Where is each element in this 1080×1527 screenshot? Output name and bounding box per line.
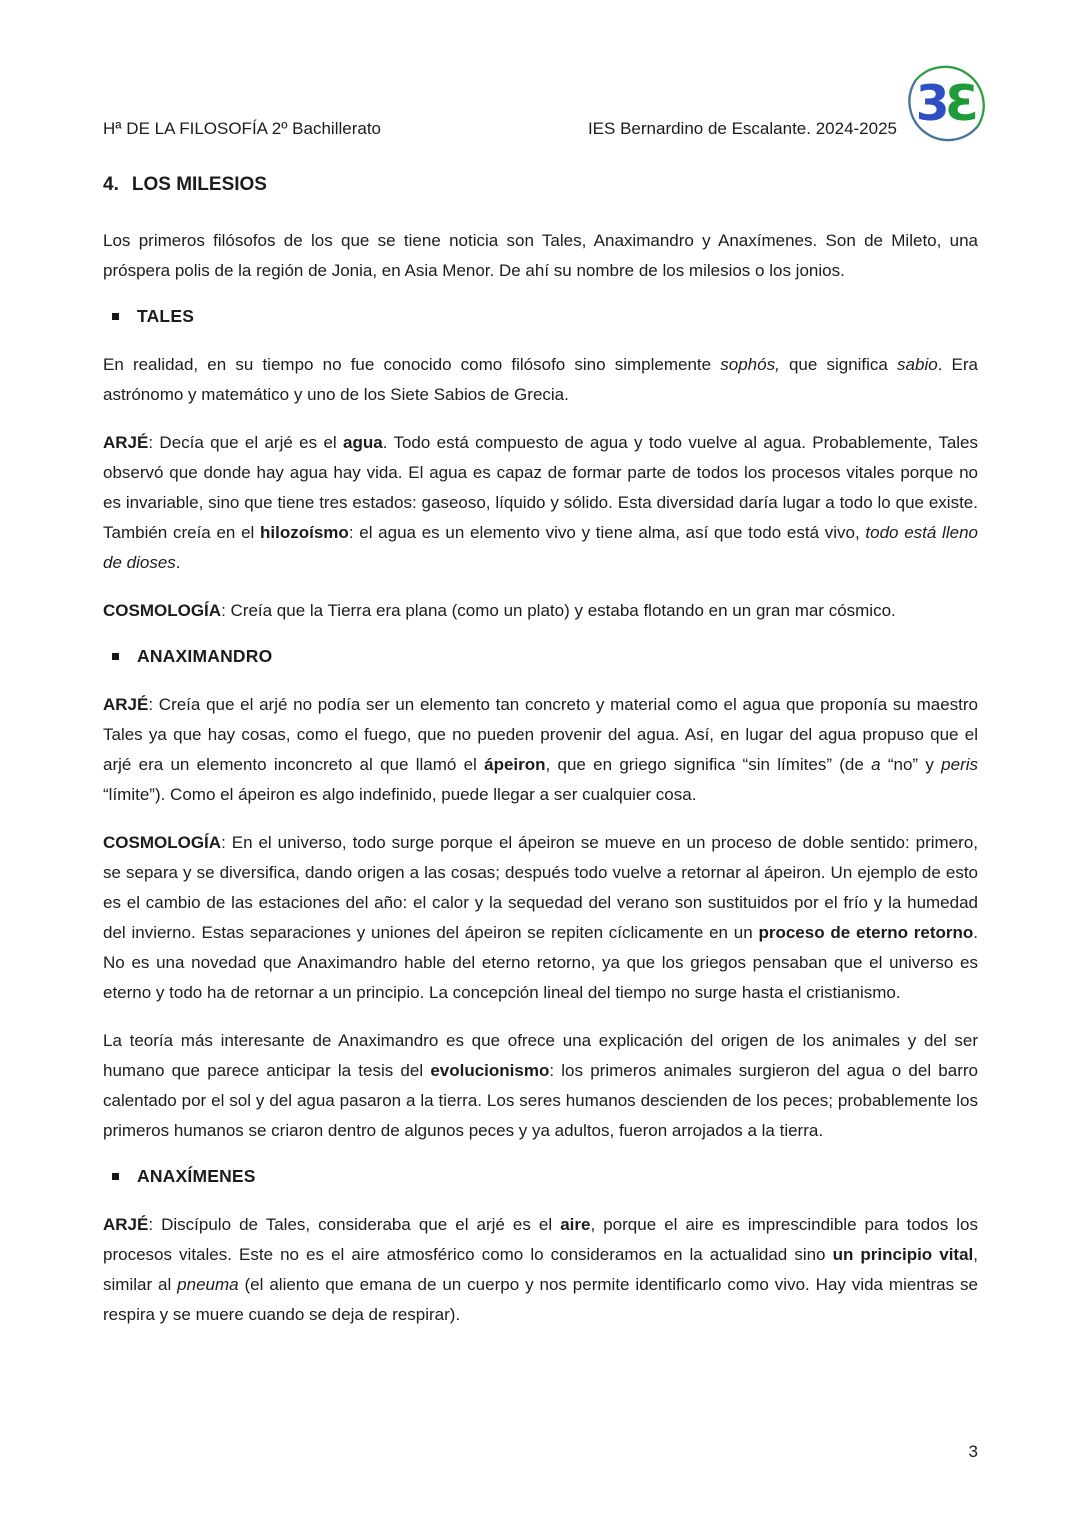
- paragraph: [103, 1026, 978, 1146]
- text-run: . Todo está compuesto de agua y todo vuelve al agua. Probablemente, Tales observó que donde hay agua hay vida. El agua es capaz de formar parte de todos los procesos vitales porque no es invariable, sino que tiene tres estados: gaseoso, líquido y sólido. Esta diversidad daría lugar a todo lo que existe. También creía en el: [103, 433, 978, 542]
- square-bullet-icon: [112, 653, 119, 660]
- text-run: “límite”). Como el ápeiron es algo indefinido, puede llegar a ser cualquier cosa.: [103, 785, 697, 804]
- square-bullet-icon: [112, 1173, 119, 1180]
- text-run-b: COSMOLOGÍA: [103, 601, 222, 620]
- text-run: (el aliento que emana de un cuerpo y nos permite identificarlo como vivo. Hay vida mientras se respira y se muere cuando se deja de respirar).: [103, 1275, 978, 1324]
- paragraph: [103, 226, 978, 286]
- text-run: . Era astrónomo y matemático y uno de los Siete Sabios de Grecia.: [103, 355, 979, 404]
- text-run-b: ARJÉ: [103, 1215, 149, 1234]
- text-run: “no” y: [880, 755, 942, 774]
- text-run: , porque el aire es imprescindible para todos los procesos vitales. Este no es el aire atmosférico como lo consideramos en la actualidad sino: [103, 1215, 978, 1264]
- text-run: : el agua es un elemento vivo y tiene alma, así que todo está vivo,: [348, 523, 866, 542]
- school-logo-icon: [902, 58, 992, 148]
- text-run: En realidad, en su tiempo no fue conocido como filósofo sino simplemente: [103, 355, 721, 374]
- svg-text:3: 3: [944, 76, 979, 133]
- text-run-i: todo está lleno de dioses: [103, 523, 978, 572]
- bullet-heading-label: ANAXÍMENES: [137, 1166, 256, 1186]
- page-header: [103, 118, 897, 140]
- text-run-b: ápeiron: [484, 755, 546, 774]
- text-run: , similar al: [103, 1245, 978, 1294]
- text-run: . No es una novedad que Anaximandro hable del eterno retorno, ya que los griegos pensaban que el universo es eterno y todo ha de retornar a un principio. La concepción lineal del tiempo no surge hasta el cristianismo.: [103, 923, 978, 1002]
- bullet-heading-label: ANAXIMANDRO: [137, 646, 273, 666]
- text-run: : Creía que la Tierra era plana (como un plato) y estaba flotando en un gran mar cósmico.: [221, 601, 896, 620]
- text-run-i: pneuma: [177, 1275, 239, 1294]
- text-run-b: agua: [343, 433, 383, 452]
- paragraph: [103, 350, 978, 410]
- text-run-i: sophós,: [720, 355, 780, 374]
- text-run-i: a: [871, 755, 881, 774]
- bullet-heading: [103, 304, 978, 328]
- text-run: Los primeros filósofos de los que se tiene noticia son Tales, Anaximandro y Anaxímenes. Son de Mileto, una próspera polis de la región de Jonia, en Asia Menor. De ahí su nombre de los milesios o los jonios.: [103, 231, 978, 280]
- text-run: .: [175, 553, 181, 572]
- text-run: : En el universo, todo surge porque el ápeiron se mueve en un proceso de doble sentido: primero, se separa y se diversifica, dando origen a las cosas; después todo vuelve a retornar al ápeiron. Un ejemplo de esto es el cambio de las estaciones del año: el calor y la sequedad del verano son sustituidos por el frío y la humedad del invierno. Estas separaciones y uniones del ápeiron se repiten cíclicamente en un: [103, 833, 978, 942]
- paragraph: [103, 828, 978, 1008]
- text-run-b: ARJÉ: [103, 695, 149, 714]
- paragraph: [103, 596, 978, 626]
- paragraph: [103, 1210, 978, 1330]
- square-bullet-icon: [112, 313, 119, 320]
- bullet-heading-label: TALES: [137, 306, 195, 326]
- section-number: 4.: [103, 174, 119, 195]
- document-content: [103, 172, 978, 1348]
- text-run: : Creía que el arjé no podía ser un elemento tan concreto y material como el agua que proponía su maestro Tales ya que hay cosas, como el fuego, que no pueden provenir del agua. Así, en lugar del agua propuso que el arjé era un elemento inconcreto al que llamó el: [103, 695, 978, 774]
- text-run-b: evolucionismo: [430, 1061, 550, 1080]
- text-run: que significa: [779, 355, 898, 374]
- header-school-year: IES Bernardino de Escalante. 2024-2025: [587, 119, 897, 138]
- text-run-i: sabio: [897, 355, 938, 374]
- text-run-b: ARJÉ: [103, 433, 149, 452]
- svg-text:3: 3: [915, 76, 950, 133]
- text-run-b: proceso de eterno retorno: [758, 923, 974, 942]
- text-run: : Decía que el arjé es el: [148, 433, 344, 452]
- paragraph: [103, 428, 978, 578]
- paragraph: [103, 690, 978, 810]
- section-title: [103, 172, 978, 198]
- header-course-title: Hª DE LA FILOSOFÍA 2º Bachillerato: [103, 119, 382, 138]
- text-run: : Discípulo de Tales, consideraba que el arjé es el: [148, 1215, 561, 1234]
- bullet-heading: [103, 1164, 978, 1188]
- text-run-b: un principio vital: [832, 1245, 974, 1264]
- text-run: , que en griego significa “sin límites” (de: [545, 755, 872, 774]
- text-run-b: hilozoísmo: [260, 523, 349, 542]
- text-run: : los primeros animales surgieron del agua o del barro calentado por el sol y del agua pasaron a la tierra. Los seres humanos descienden de los peces; probablemente los primeros humanos se criaron dentro de algunos peces y ya adultos, fueron arrojados a la tierra.: [103, 1061, 978, 1140]
- text-run-b: COSMOLOGÍA: [103, 833, 222, 852]
- text-run-i: peris: [941, 755, 979, 774]
- bullet-heading: [103, 644, 978, 668]
- text-run: La teoría más interesante de Anaximandro es que ofrece una explicación del origen de los animales y del ser humano que parece anticipar la tesis del: [103, 1031, 978, 1080]
- text-run-b: aire: [560, 1215, 591, 1234]
- page-number: 3: [968, 1442, 978, 1461]
- section-title-text: LOS MILESIOS: [131, 174, 267, 195]
